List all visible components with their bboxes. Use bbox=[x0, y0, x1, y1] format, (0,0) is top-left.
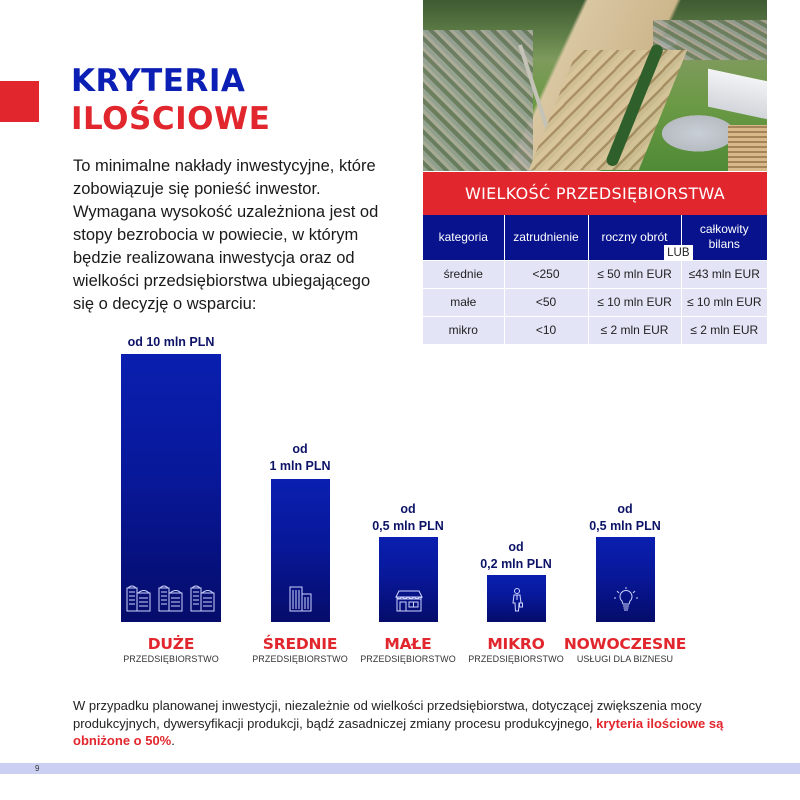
bar-small bbox=[379, 537, 438, 622]
bar-value-label bbox=[111, 334, 231, 351]
footnote-end: . bbox=[171, 733, 175, 748]
bar-value-text: 1 mln PLN bbox=[269, 459, 331, 473]
cell-category: średnie bbox=[423, 260, 504, 288]
table-row bbox=[423, 316, 767, 344]
category-subtitle: PRZEDSIĘBIORSTWO bbox=[252, 654, 348, 664]
cell-balance: ≤ 2 mln EUR bbox=[681, 316, 767, 344]
category-name: DUŻE bbox=[147, 635, 195, 653]
cell-employment: <50 bbox=[504, 288, 588, 316]
header-category: kategoria bbox=[423, 215, 504, 260]
bar-value-label bbox=[575, 501, 675, 535]
bar-value-text: od 10 mln PLN bbox=[127, 335, 215, 349]
footnote-text: W przypadku planowanej inwestycji, niezależnie od wielkości przedsiębiorstwa, dotyczącej zwiększenia mocy produkcyjnych, dywersyfikacji produkcji, bądź zasadniczej zmiany procesu produkcyjnego, bbox=[73, 698, 702, 731]
company-size-table bbox=[423, 215, 767, 344]
category-medium bbox=[240, 636, 360, 665]
category-subtitle: PRZEDSIĘBIORSTWO bbox=[468, 654, 564, 664]
businessman-icon bbox=[487, 588, 546, 612]
cell-employment: <250 bbox=[504, 260, 588, 288]
cell-category: małe bbox=[423, 288, 504, 316]
office-building-icon bbox=[271, 584, 330, 612]
lightbulb-icon bbox=[596, 586, 655, 612]
header-balance: całkowity bilans bbox=[681, 215, 767, 260]
cell-balance: ≤43 mln EUR bbox=[681, 260, 767, 288]
page-number: 9 bbox=[35, 764, 40, 773]
bar-value-text: 0,2 mln PLN bbox=[480, 557, 552, 571]
or-badge: LUB bbox=[664, 245, 692, 261]
header-turnover-label: roczny obrót bbox=[601, 229, 668, 244]
shop-icon bbox=[379, 590, 438, 612]
intro-paragraph: To minimalne nakłady inwestycyjne, które zobowiązuje się ponieść inwestor. Wymagana wysokość uzależniona jest od stopy bezrobocia w powiecie, w którym będzie realizowana inwestycja oraz od wielkości przedsiębiorstwa ubiegającego się o decyzję o wsparciu: bbox=[73, 157, 379, 313]
bar-micro bbox=[487, 575, 546, 622]
category-subtitle: USŁUGI DLA BIZNESU bbox=[576, 654, 674, 664]
category-name: MAŁE bbox=[384, 635, 432, 653]
table-header-row bbox=[423, 215, 767, 260]
category-name: NOWOCZESNE bbox=[563, 635, 687, 653]
bar-value-prefix: od bbox=[292, 442, 308, 456]
bar-medium bbox=[271, 479, 330, 622]
title-line-2: ILOŚCIOWE bbox=[71, 101, 271, 137]
table-row bbox=[423, 260, 767, 288]
bar-modern-services bbox=[596, 537, 655, 622]
bar-value-prefix: od bbox=[400, 502, 416, 516]
bar-value-prefix: od bbox=[508, 540, 524, 554]
footnote-highlight: kryteria ilościowe są obniżone o 50% bbox=[73, 715, 724, 748]
category-name: MIKRO bbox=[487, 635, 545, 653]
bar-value-label bbox=[358, 501, 458, 535]
photo-industrial-hall bbox=[708, 69, 767, 120]
page-title bbox=[71, 62, 270, 138]
category-name: ŚREDNIE bbox=[262, 635, 338, 653]
bar-value-label bbox=[250, 441, 350, 475]
footnote-paragraph bbox=[73, 697, 743, 750]
photo-timber-stack bbox=[728, 125, 767, 171]
bar-value-prefix: od bbox=[617, 502, 633, 516]
cell-turnover: ≤ 2 mln EUR bbox=[588, 316, 681, 344]
category-small bbox=[348, 636, 468, 665]
bar-large bbox=[121, 354, 221, 622]
bar-value-label bbox=[466, 539, 566, 573]
aerial-photo bbox=[423, 0, 767, 171]
category-modern-services bbox=[560, 636, 690, 665]
category-subtitle: PRZEDSIĘBIORSTWO bbox=[360, 654, 456, 664]
cell-turnover: ≤ 10 mln EUR bbox=[588, 288, 681, 316]
size-table-title: WIELKOŚĆ PRZEDSIĘBIORSTWA bbox=[423, 171, 767, 215]
red-accent-tab bbox=[0, 81, 39, 122]
cell-employment: <10 bbox=[504, 316, 588, 344]
office-buildings-icon bbox=[121, 584, 221, 612]
cell-turnover: ≤ 50 mln EUR bbox=[588, 260, 681, 288]
category-large bbox=[101, 636, 241, 665]
bar-value-text: 0,5 mln PLN bbox=[372, 519, 444, 533]
cell-category: mikro bbox=[423, 316, 504, 344]
cell-balance: ≤ 10 mln EUR bbox=[681, 288, 767, 316]
bar-value-text: 0,5 mln PLN bbox=[589, 519, 661, 533]
header-turnover bbox=[588, 215, 690, 260]
category-subtitle: PRZEDSIĘBIORSTWO bbox=[123, 654, 219, 664]
header-employment: zatrudnienie bbox=[504, 215, 588, 260]
photo-town-left bbox=[423, 30, 533, 171]
table-row bbox=[423, 288, 767, 316]
title-line-1: KRYTERIA bbox=[71, 63, 246, 99]
category-micro bbox=[456, 636, 576, 665]
footer-bar bbox=[0, 763, 800, 774]
